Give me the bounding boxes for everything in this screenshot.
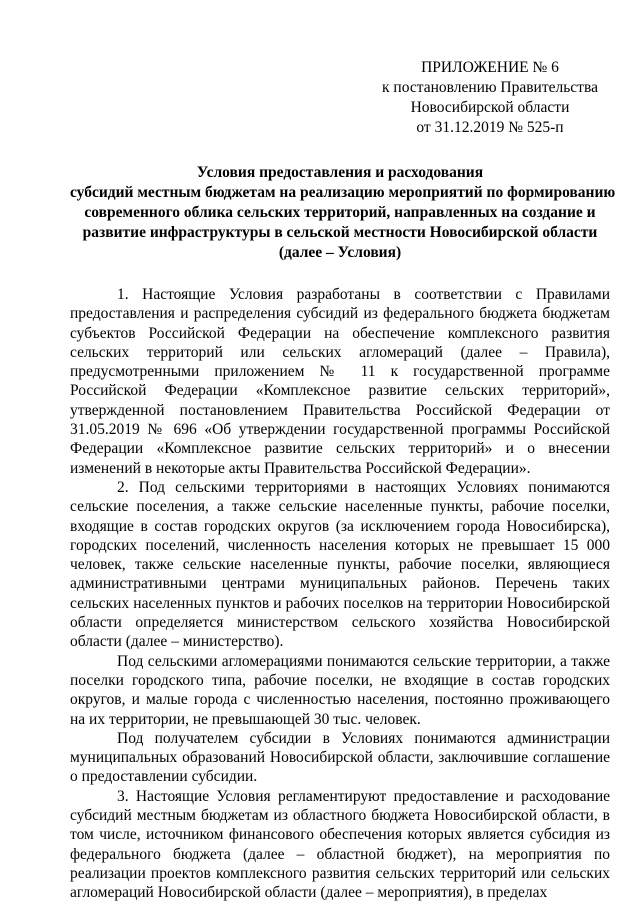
annex-region: Новосибирской области bbox=[410, 99, 570, 116]
paragraph-agglomerations: Под сельскими агломерациями понимаются сельские территории, а также поселки городского типа, рабочие поселки, не входящие в состав городских округов, и малые города с численностью населения, постоянно проживающего на их территории, не превышающей 30 тыс. человек. bbox=[70, 652, 610, 728]
annex-header bbox=[380, 58, 600, 138]
title-line: субсидий местным бюджетам на реализацию мероприятий по формированию bbox=[70, 184, 616, 201]
annex-number: ПРИЛОЖЕНИЕ № 6 bbox=[421, 59, 559, 76]
paragraph-3: 3. Настоящие Условия регламентируют предоставление и расходование субсидий местным бюджетам из областного бюджета Новосибирской области, в том числе, источником финансового обеспечения которых является субсидия из федерального бюджета (далее – областной бюджет), на мероприятия по реализации проектов комплексного развития сельских территорий или сельских агломераций Новосибирской области (далее – мероприятия), в пределах bbox=[70, 787, 610, 902]
annex-reference: к постановлению Правительства bbox=[382, 79, 598, 96]
document-title bbox=[70, 163, 616, 263]
title-line: Условия предоставления и расходования bbox=[196, 164, 484, 181]
paragraph-1: 1. Настоящие Условия разработаны в соответствии с Правилами предоставления и распределения субсидий из федерального бюджета бюджетам субъектов Российской Федерации на обеспечение комплексного развития сельских территорий или сельских агломераций (далее – Правила), предусмотренными приложением № 11 к государственной программе Российской Федерации «Комплексное развитие сельских территорий», утвержденной постановлением Правительства Российской Федерации от 31.05.2019 № 696 «Об утверждении государственной программы Российской Федерации «Комплексное развитие сельских территорий» и о внесении изменений в некоторые акты Правительства Российской Федерации». bbox=[70, 286, 610, 477]
paragraph-recipient: Под получателем субсидии в Условиях понимаются администрации муниципальных образований Новосибирской области, заключившие соглашение о предоставлении субсидии. bbox=[70, 729, 610, 786]
title-line: развитие инфраструктуры в сельской местности Новосибирской области bbox=[82, 224, 598, 241]
title-line: современного облика сельских территорий, направленных на создание и bbox=[84, 204, 596, 221]
title-line: (далее – Условия) bbox=[278, 244, 402, 261]
document-body bbox=[70, 285, 610, 903]
annex-date: от 31.12.2019 № 525-п bbox=[416, 119, 564, 136]
paragraph-2: 2. Под сельскими территориями в настоящих Условиях понимаются сельские поселения, а также сельские населенные пункты, рабочие поселки, входящие в состав городских округов (за исключением города Новосибирска), городских поселений, численность населения которых не превышает 15 000 человек, также сельские населенные пункты, рабочие поселки, являющиеся административными центрами муниципальных районов. Перечень таких сельских населенных пунктов и рабочих поселков на территории Новосибирской области определяется министерством сельского хозяйства Новосибирской области (далее – министерство). bbox=[70, 478, 610, 651]
